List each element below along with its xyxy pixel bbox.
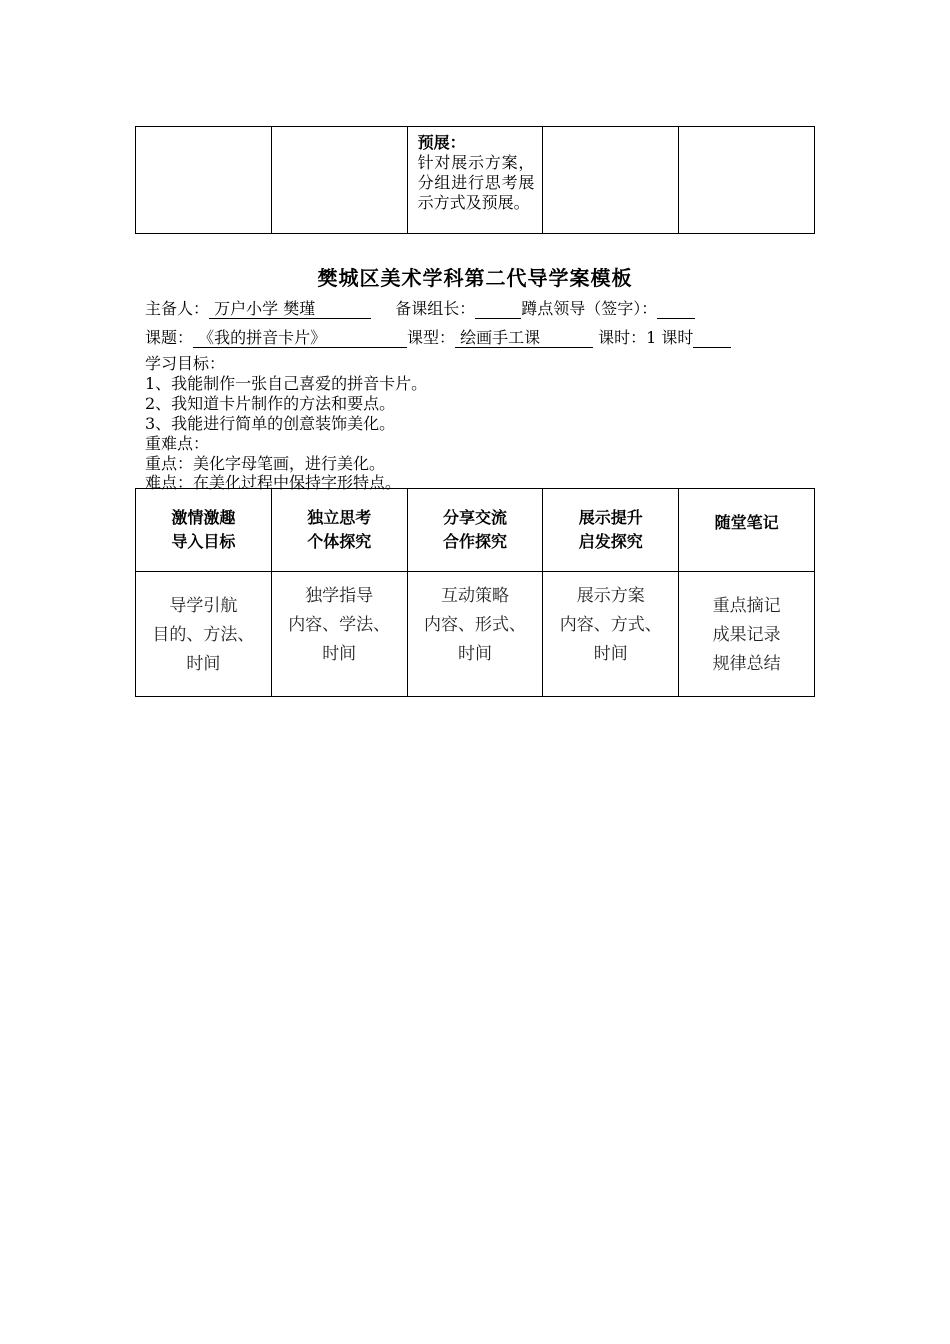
key-points-heading: 重难点：	[145, 434, 210, 453]
table-cell	[679, 572, 815, 697]
table-cell-preview	[407, 127, 543, 234]
hours-blank	[693, 329, 731, 348]
preview-text: 针对展示方案，分组进行思考展示方式及预展。	[417, 153, 535, 212]
goals-heading: 学习目标：	[145, 354, 226, 373]
top-table	[135, 126, 815, 234]
hours-value: 1 课时	[646, 328, 694, 347]
leader-label: 蹲点领导（签字）：	[521, 299, 658, 318]
table-cell	[679, 127, 815, 234]
cell-line: 导学引航	[169, 596, 238, 616]
topic-value-field	[193, 329, 407, 348]
meta-line-preparer	[145, 296, 695, 319]
cell-line: 时间	[457, 644, 492, 664]
group-leader-label: 备课组长：	[395, 299, 476, 318]
preparer-value-field	[209, 300, 371, 319]
cell-line: 时间	[322, 644, 357, 664]
goal-item: 2、我知道卡片制作的方法和要点。	[145, 394, 396, 413]
header-line: 独立思考	[307, 508, 372, 527]
goal-item: 3、我能进行简单的创意装饰美化。	[145, 414, 396, 433]
hours-label: 课时：	[598, 328, 647, 347]
goal-item: 1、我能制作一张自己喜爱的拼音卡片。	[145, 374, 428, 393]
type-label: 课型：	[407, 328, 456, 347]
header-line: 激情激趣	[171, 508, 236, 527]
type-value-field	[455, 329, 593, 348]
cell-line: 展示方案	[576, 586, 645, 606]
cell-line: 内容、方式、	[559, 615, 662, 635]
cell-line: 独学指导	[305, 586, 374, 606]
leader-signature-blank	[657, 300, 695, 319]
type-value: 绘画手工课	[460, 328, 541, 347]
cell-line: 内容、形式、	[423, 615, 526, 635]
column-header	[271, 489, 407, 572]
document-title: 樊城区美术学科第二代导学案模板	[317, 266, 633, 290]
header-line: 分享交流	[442, 508, 507, 527]
preview-heading: 预展：	[417, 133, 466, 152]
topic-label: 课题：	[145, 328, 194, 347]
column-header	[679, 489, 815, 572]
table-cell	[543, 572, 679, 697]
cell-line: 互动策略	[440, 586, 509, 606]
cell-line: 内容、学法、	[288, 615, 391, 635]
table-header-row	[136, 489, 815, 572]
table-row	[136, 572, 815, 697]
column-header	[407, 489, 543, 572]
header-line: 合作探究	[442, 532, 507, 551]
preparer-value: 万户小学 樊瑾	[214, 299, 316, 318]
table-cell	[271, 572, 407, 697]
cell-line: 重点摘记	[712, 596, 781, 616]
column-header	[136, 489, 272, 572]
header-line: 个体探究	[307, 532, 372, 551]
header-line: 展示提升	[578, 508, 643, 527]
preparer-label: 主备人：	[145, 299, 210, 318]
meta-line-topic	[145, 325, 731, 348]
cell-line: 目的、方法、	[152, 625, 255, 645]
key-point: 重点：美化字母笔画，进行美化。	[145, 454, 386, 473]
table-cell	[271, 127, 407, 234]
column-header	[543, 489, 679, 572]
header-line: 启发探究	[578, 532, 643, 551]
table-cell	[136, 127, 272, 234]
header-line: 随堂笔记	[714, 513, 779, 532]
table-cell	[407, 572, 543, 697]
table-row	[136, 127, 815, 234]
cell-line: 时间	[186, 654, 221, 674]
cell-line: 规律总结	[712, 654, 781, 674]
header-line: 导入目标	[171, 532, 236, 551]
lesson-structure-table	[135, 488, 815, 697]
cell-line: 时间	[593, 644, 628, 664]
cell-line: 成果记录	[712, 625, 781, 645]
table-cell	[543, 127, 679, 234]
group-leader-blank	[475, 300, 521, 319]
difficulty-point: 难点：在美化过程中保持字形特点。	[145, 473, 402, 492]
topic-value: 《我的拼音卡片》	[198, 328, 327, 347]
table-cell	[136, 572, 272, 697]
